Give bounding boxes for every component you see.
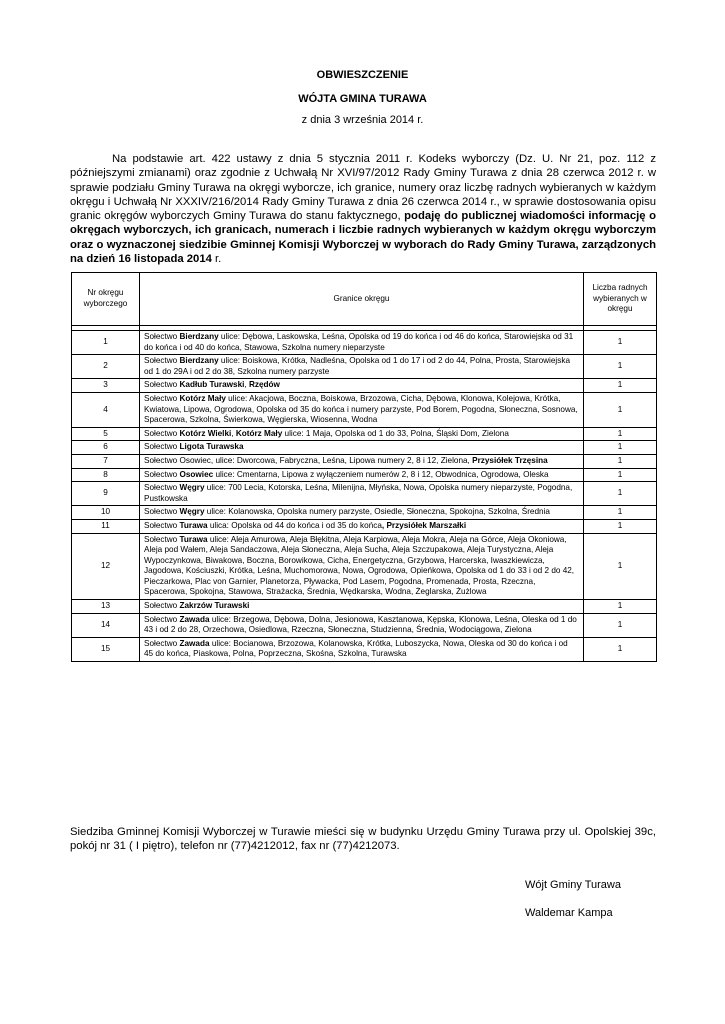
table-row: [72, 506, 657, 520]
district-boundaries: [140, 355, 584, 379]
boundary-text-part: Sołectwo: [144, 380, 180, 390]
district-boundaries: [140, 613, 584, 637]
district-number: 3: [72, 379, 140, 393]
intro-normal-text: Na podstawie art. 422 ustawy z dnia 5 stycznia 2011 r. Kodeks wyborczy (Dz. U. Nr 21, poz. 112 z późniejszymi zmianami) oraz zgodnie z Uchwałą Nr XVI/97/2012 Rady Gminy Turawa z dnia 28 czerwca 2012 r. w sprawie podziału Gminy Turawa na okręgi wyborcze, ich granice, numery oraz liczbę radnych wybieranych w każdym okręgu i Uchwałą Nr XXXIV/216/2014 Rady Gminy Turawa z dnia 26 czerwca 2014 r., w sprawie dostosowania opisu granic okręgów wyborczych Gminy Turawa do stanu faktycznego,: [70, 153, 656, 223]
table-body: [72, 326, 657, 662]
table-row: [72, 379, 657, 393]
boundary-text-part: Węgry: [179, 507, 205, 517]
boundary-text-part: ulica: Opolska od 44 do końca i od 35 do końca: [207, 520, 382, 530]
councillor-count: 1: [584, 506, 657, 520]
boundary-text-part: Kotórz Wielki: [179, 428, 232, 438]
boundary-text-part: ulice: Dębowa, Laskowska, Leśna, Opolska od 19 do końca i od 46 do końca, Starowiejska od 31 do końca i od 40 do końca, Stawowa, Szkolna numery nieparzyste: [144, 332, 574, 352]
boundary-text-part: ulice: Bocianowa, Brzozowa, Kolanowska, Krótka, Luboszycka, Nowa, Oleska od 30 do końca i od 45 do końca, Piaskowa, Polna, Poprzeczna, Skośna, Szkolna, Turawska: [144, 638, 568, 659]
table-row: [72, 533, 657, 600]
boundary-text-part: Sołectwo: [144, 428, 180, 438]
boundary-text-part: Sołectwo: [144, 534, 180, 544]
district-boundaries: [140, 600, 584, 614]
boundary-text-part: ulice: Brzegowa, Dębowa, Dolna, Jesionowa, Kasztanowa, Kępska, Klonowa, Leśna, Oleska od 1 do 43 i od 2 do 28, Orzechowa, Osiedlowa, Rzeczna, Słoneczna, Studzienna, Średnia, Wodociągowa, Zielona: [144, 614, 577, 635]
table-row: [72, 600, 657, 614]
boundary-text-part: Sołectwo: [144, 356, 180, 366]
boundary-text-part: ulice: Boiskowa, Krótka, Nadleśna, Opolska od 1 do 17 i od 2 do 44, Polna, Prosta, Starowiejska od 1 do 29A i od 2 do 38, Szkolna numery parzyste: [144, 356, 570, 376]
boundary-text-part: Sołectwo: [144, 483, 180, 493]
boundary-text-part: Sołectwo: [144, 601, 180, 611]
boundary-text-part: ,: [244, 380, 249, 390]
district-number: 2: [72, 355, 140, 379]
district-boundaries: [140, 468, 584, 482]
district-number: 7: [72, 454, 140, 468]
table-row: [72, 468, 657, 482]
boundary-text-part: ulice: 1 Maja, Opolska od 1 do 33, Polna, Śląski Dom, Zielona: [282, 428, 509, 438]
table-header-row: [72, 273, 657, 326]
boundary-text-part: Sołectwo: [144, 442, 180, 452]
district-number: 15: [72, 637, 140, 661]
boundary-text-part: Sołectwo: [144, 507, 180, 517]
district-number: 13: [72, 600, 140, 614]
district-boundaries: [140, 482, 584, 506]
district-boundaries: [140, 533, 584, 600]
boundary-text-part: , Przysiółek Marszałki: [381, 520, 467, 530]
councillor-count: 1: [584, 392, 657, 427]
councillor-count: 1: [584, 482, 657, 506]
boundary-text-part: Sołectwo: [144, 638, 180, 648]
boundary-text-part: ulice: 700 Lecia, Kotorska, Leśna, Milenijna, Młyńska, Nowa, Opolska numery nieparzyste, Pogodna, Pustkowska: [144, 483, 573, 503]
boundary-text-part: Rzędów: [248, 380, 280, 390]
table-row: [72, 355, 657, 379]
district-boundaries: [140, 427, 584, 441]
document-date: z dnia 3 września 2014 r.: [301, 114, 424, 126]
councillor-count: 1: [584, 533, 657, 600]
intro-bold-text: podaję do publicznej wiadomości informację o okręgach wyborczych, ich granicach, numerach i liczbie radnych wybieranych w każdym okręgu wyborczym oraz o wyznaczonej siedzibie Gminnej Komisji Wyborczej w wyborach do Rady Gminy Turawa, zarządzonych na dzień 16 listopada 2014: [70, 210, 656, 266]
district-boundaries: [140, 637, 584, 661]
district-number: 10: [72, 506, 140, 520]
boundary-text-part: Węgry: [179, 483, 205, 493]
table-row: [72, 331, 657, 355]
district-number: 4: [72, 392, 140, 427]
district-boundaries: [140, 331, 584, 355]
boundary-text-part: ulice: Aleja Amurowa, Aleja Błękitna, Aleja Karpiowa, Aleja Mokra, Aleja na Górce, Aleja Okoniowa, Aleja pod Wałem, Aleja Sandaczowa, Aleja Słoneczna, Aleja Sucha, Aleja Szczupakowa, Aleja Turystyczna, Aleja Wypoczynkowa, Biwakowa, Boczna, Borowikowa, Cicha, Energetyczna, Grzybowa, Harcerska, Iwaszkiewicza, Jagodowa, Kościuszki, Krótka, Leśna, Muchomorowa, Nowa, Ogrodowa, Opieńkowa, Opolska od 1 do 33 i od 2 do 42, Pieczarkowa, Plac von Garnier, Planetorza, Pływacka, Pod Lasem, Pogodna, Promenada, Prosta, Rzeczna, Spacerowa, Spokojna, Stawowa, Strażacka, Średnia, Wędkarska, Wodna, Żeglarska, Żużlowa: [144, 534, 575, 597]
councillor-count: 1: [584, 519, 657, 533]
district-number: 5: [72, 427, 140, 441]
table-row: [72, 637, 657, 661]
table-row: [72, 392, 657, 427]
district-boundaries: [140, 392, 584, 427]
intro-end-text: r.: [215, 253, 222, 266]
district-number: 11: [72, 519, 140, 533]
councillor-count: 1: [584, 468, 657, 482]
table-row: [72, 454, 657, 468]
signature-role: Wójt Gminy Turawa: [525, 879, 621, 891]
district-number: 1: [72, 331, 140, 355]
councillor-count: 1: [584, 331, 657, 355]
boundary-text-part: Kotórz Mały: [235, 428, 283, 438]
boundary-text-part: Przysiółek Trzęsina: [472, 455, 548, 465]
boundary-text-part: Bierdzany: [179, 356, 219, 366]
boundary-text-part: Sołectwo: [144, 469, 180, 479]
table-row: [72, 519, 657, 533]
boundary-text-part: Sołectwo Osowiec, ulice: Dworcowa, Fabryczna, Leśna, Lipowa numery 2, 8 i 12, Zielona,: [144, 455, 473, 465]
table-row: [72, 441, 657, 455]
boundary-text-part: Zawada: [179, 614, 210, 624]
councillor-count: 1: [584, 355, 657, 379]
councillor-count: 1: [584, 454, 657, 468]
district-number: 8: [72, 468, 140, 482]
boundary-text-part: ulice: Kolanowska, Opolska numery parzyste, Osiedle, Słoneczna, Spokojna, Szkolna, Średnia: [204, 507, 550, 517]
boundary-text-part: Sołectwo: [144, 332, 180, 341]
councillor-count: 1: [584, 600, 657, 614]
signature-name: Waldemar Kampa: [525, 907, 613, 919]
boundary-text-part: Zakrzów Turawski: [179, 601, 250, 611]
councillor-count: 1: [584, 441, 657, 455]
district-boundaries: [140, 379, 584, 393]
boundary-text-part: ,: [231, 428, 236, 438]
district-number: 9: [72, 482, 140, 506]
header-granice: Granice okręgu: [140, 273, 584, 326]
intro-paragraph: [70, 152, 656, 266]
boundary-text-part: Kotórz Mały: [179, 393, 226, 403]
boundary-text-part: ulice: Cmentarna, Lipowa z wyłączeniem numerów 2, 8 i 12, Obwodnica, Ogrodowa, Oleska: [213, 469, 549, 479]
district-boundaries: [140, 506, 584, 520]
header-nr: Nr okręgu wyborczego: [72, 273, 140, 326]
district-boundaries: [140, 454, 584, 468]
boundary-text-part: Bierdzany: [179, 332, 219, 341]
boundary-text-part: Sołectwo: [144, 614, 180, 624]
footer-paragraph: Siedziba Gminnej Komisji Wyborczej w Turawie mieści się w budynku Urzędu Gminy Turawa przy ul. Opolskiej 39c, pokój nr 31 ( I piętro), telefon nr (77)4212012, fax nr (77)4212073.: [70, 826, 656, 853]
councillor-count: 1: [584, 637, 657, 661]
boundary-text-part: ulice: Akacjowa, Boczna, Boiskowa, Brzozowa, Cicha, Dębowa, Klonowa, Kolejowa, Krótka, Kwiatowa, Lipowa, Ogrodowa, Opolska od 35 do końca i numery parzyste, Pod Borem, Pogodna, Słoneczna, Sosnowa, Spacerowa, Szkolna, Świerkowa, Węgierska, Wiosenna, Wodna: [144, 393, 578, 425]
district-boundaries: [140, 441, 584, 455]
district-boundaries: [140, 519, 584, 533]
boundary-text-part: Sołectwo: [144, 393, 180, 403]
councillor-count: 1: [584, 379, 657, 393]
district-number: 12: [72, 533, 140, 600]
boundary-text-part: Zawada: [179, 638, 210, 648]
boundary-text-part: Sołectwo: [144, 520, 180, 530]
councillor-count: 1: [584, 427, 657, 441]
document-title: OBWIESZCZENIE: [316, 69, 409, 81]
document-subtitle: WÓJTA GMINA TURAWA: [298, 93, 427, 105]
councillor-count: 1: [584, 613, 657, 637]
boundary-text-part: Ligota Turawska: [179, 442, 244, 452]
districts-table: [71, 272, 657, 662]
boundary-text-part: Turawa: [179, 520, 208, 530]
district-number: 14: [72, 613, 140, 637]
table-row: [72, 613, 657, 637]
boundary-text-part: Kadłub Turawski: [179, 380, 245, 390]
table-row: [72, 482, 657, 506]
boundary-text-part: Osowiec: [179, 469, 214, 479]
table-row: [72, 427, 657, 441]
header-liczba: Liczba radnych wybieranych w okręgu: [584, 273, 657, 326]
boundary-text-part: Turawa: [179, 534, 208, 544]
district-number: 6: [72, 441, 140, 455]
